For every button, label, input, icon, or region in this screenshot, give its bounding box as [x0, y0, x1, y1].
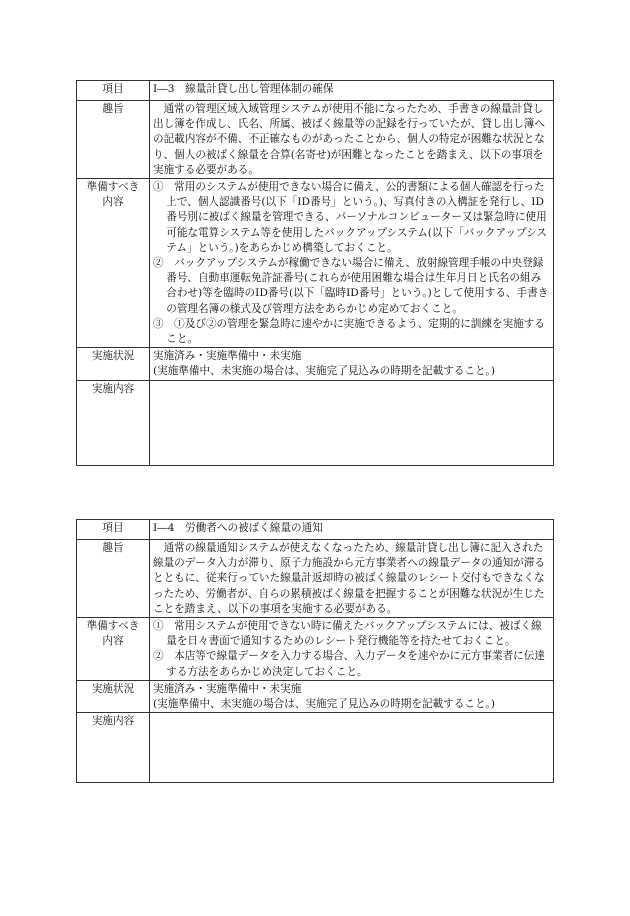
purpose-label: 趣旨 — [77, 101, 150, 179]
purpose-text: 通常の管理区域入域管理システムが使用不能になったため、手書きの線量計貸し出し簿を作成し、氏名、所属、被ばく線量等の記録を行っていたが、貸し出し簿への記載内容が不備、不正確なものがあったことから、個人の特定が困難な状況となり、個人の被ばく線量を合算(名寄せ)が困難となったことを踏まえ、以下の事項を実施する必要がある。 — [150, 101, 554, 179]
preparation-label-line2: 内容 — [102, 635, 124, 648]
checklist-table-2 — [76, 519, 554, 783]
item-title: Ⅰ―4 労働者への被ばく線量の通知 — [150, 520, 554, 540]
preparation-item: ② 本店等で線量データを入力する場合、入力データを速やかに元方事業者に伝達する方法をあらかじめ決定しておくこと。 — [153, 650, 545, 678]
status-label: 実施状況 — [77, 348, 150, 380]
preparation-label-line1: 準備すべき — [86, 620, 140, 633]
preparation-items — [150, 179, 554, 348]
preparation-items — [150, 618, 554, 681]
status-note: (実施準備中、未実施の場合は、実施完了見込みの時期を記載すること。) — [153, 698, 495, 711]
purpose-text: 通常の線量通知システムが使えなくなったため、線量計貸し出し簿に記入された線量のデータ入力が滞り、原子力施設から元方事業者への線量データの通知が滞るとともに、従来行っていた線量計返却時の被ばく線量のレシート交付もできなくなったため、労働者が、自らの累積被ばく線量を把握することが困難な状況が生じたことを踏まえ、以下の事項を実施する必要がある。 — [150, 540, 554, 618]
preparation-label-line1: 準備すべき — [86, 181, 140, 194]
preparation-label — [77, 618, 150, 681]
purpose-label: 趣旨 — [77, 540, 150, 618]
preparation-item: ③ ①及び②の管理を緊急時に速やかに実施できるよう、定期的に訓練を実施すること。 — [153, 317, 545, 346]
content-entry-area[interactable] — [150, 713, 554, 783]
content-entry-area[interactable] — [150, 380, 554, 465]
status-options: 実施済み・実施準備中・未実施 — [153, 350, 302, 363]
status-options: 実施済み・実施準備中・未実施 — [153, 682, 302, 695]
item-label: 項目 — [77, 520, 150, 540]
status-cell — [150, 680, 554, 712]
status-note: (実施準備中、未実施の場合は、実施完了見込みの時期を記載すること。) — [153, 365, 495, 378]
preparation-item: ② バックアップシステムが稼働できない場合に備え、放射線管理手帳の中央登録番号、自動車運転免許証番号(これらが使用困難な場合は生年月日と氏名の組み合わせ)等を臨時のID番号(以下「臨時ID番号」という。)として使用する、手書きの管理名簿の様式及び管理方法をあらかじめ定めておくこと。 — [153, 257, 549, 315]
content-label: 実施内容 — [77, 380, 150, 465]
status-cell — [150, 348, 554, 380]
preparation-label-line2: 内容 — [102, 196, 124, 209]
status-label: 実施状況 — [77, 680, 150, 712]
preparation-label — [77, 179, 150, 348]
item-title: Ⅰ―3 線量計貸し出し管理体制の確保 — [150, 81, 554, 101]
preparation-item: ① 常用のシステムが使用できない場合に備え、公的書類による個人確認を行った上で、個人認識番号(以下「ID番号」という。)、写真付きの入構証を発行し、ID番号別に被ばく線量を管理できる、パーソナルコンピューター又は緊急時に使用可能な電算システム等を使用したバックアップシステム(以下「バックアップシステム」という。)をあらかじめ構築しておくこと。 — [153, 181, 547, 254]
item-label: 項目 — [77, 81, 150, 101]
checklist-table-1 — [76, 80, 554, 466]
content-label: 実施内容 — [77, 713, 150, 783]
preparation-item: ① 常用システムが使用できない時に備えたバックアップシステムには、被ばく線量を日々書面で通知するためのレシート発行機能等を持たせておくこと。 — [153, 620, 542, 648]
